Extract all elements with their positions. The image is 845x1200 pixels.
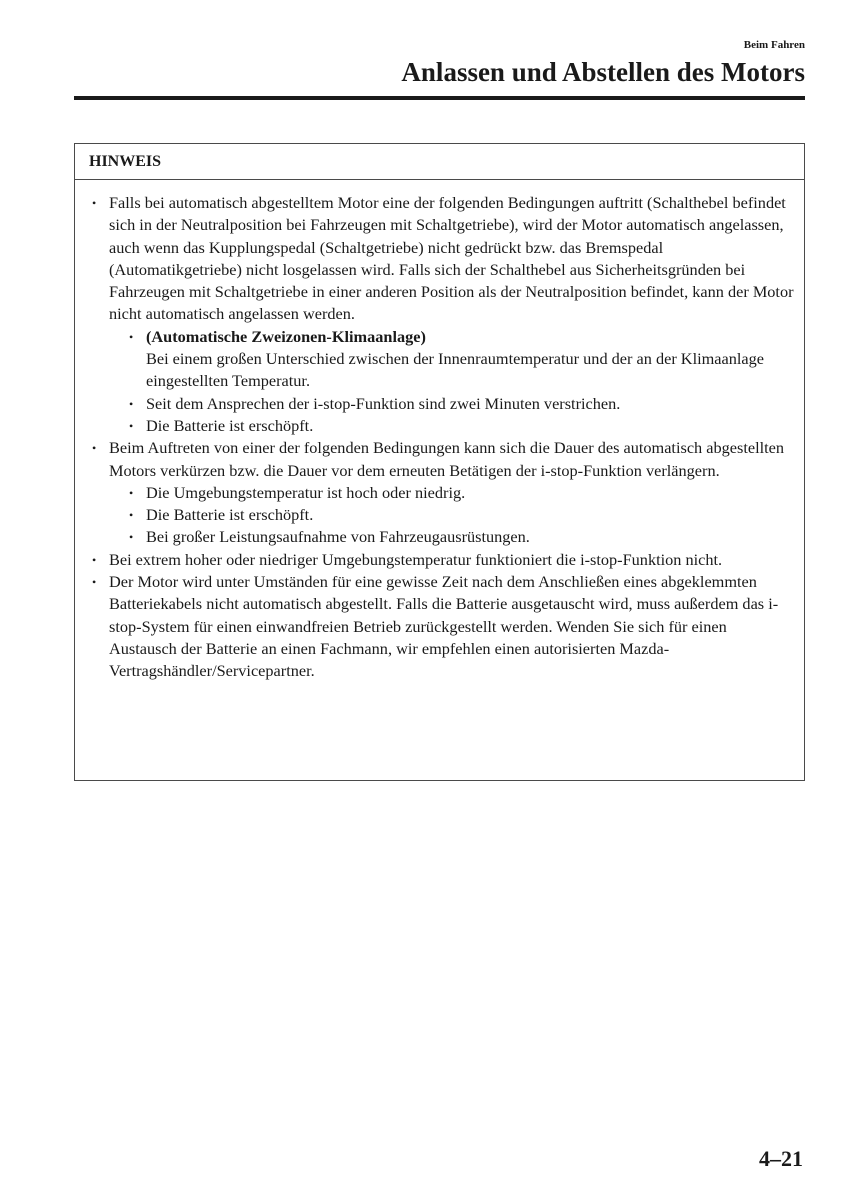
- section-label: Beim Fahren: [743, 39, 805, 51]
- note-item-text: Beim Auftreten von einer der folgenden Bedingungen kann sich die Dauer des automatisch abgestellten Motors verkürzen bzw. die Dauer vor dem erneuten Betätigen der i-stop-Funktion verlängern.: [109, 438, 785, 480]
- restart-conditions-list: [109, 326, 794, 437]
- duration-conditions-list: [109, 482, 794, 549]
- sublist-item-temperature: • Die Umgebungstemperatur ist hoch oder niedrig.: [109, 482, 794, 504]
- page-title: Anlassen und Abstellen des Motors: [401, 57, 805, 87]
- note-item-duration: [89, 437, 794, 548]
- header-divider: [74, 96, 805, 100]
- note-heading: HINWEIS: [75, 144, 804, 180]
- note-item-automatic-restart: [89, 192, 794, 437]
- sublist-item-climate: [109, 326, 794, 393]
- note-list: [89, 192, 794, 683]
- note-body: [75, 180, 804, 683]
- note-box: [74, 143, 805, 781]
- note-item-extreme-temperature: • Bei extrem hoher oder niedriger Umgebungstemperatur funktioniert die i-stop-Funktion nicht.: [89, 549, 794, 571]
- note-item-battery-cable: • Der Motor wird unter Umständen für eine gewisse Zeit nach dem Anschließen eines abgeklemmten Batteriekabels nicht automatisch abgestellt. Falls die Batterie ausgetauscht wird, muss außerdem das i-stop-System für einen einwandfreien Betrieb zurückgestellt werden. Wenden Sie sich für einen Austausch der Batterie an einen Fachmann, wir empfehlen einen autorisierten Mazda-Vertragshändler/Servicepartner.: [89, 571, 794, 682]
- sublist-item-two-minutes: • Seit dem Ansprechen der i-stop-Funktion sind zwei Minuten verstrichen.: [109, 393, 794, 415]
- sublist-item-battery: • Die Batterie ist erschöpft.: [109, 415, 794, 437]
- note-item-text: Falls bei automatisch abgestelltem Motor eine der folgenden Bedingungen auftritt (Schalthebel befindet sich in der Neutralposition bei Fahrzeugen mit Schaltgetriebe), wird der Motor automatisch angelassen, auch wenn das Kupplungspedal (Schaltgetriebe) nicht gedrückt bzw. das Bremspedal (Automatikgetriebe) nicht losgelassen wird. Falls sich der Schalthebel aus Sicherheitsgründen bei Fahrzeugen mit Schaltgetriebe in einer anderen Position als der Neutralposition befindet, kann der Motor nicht automatisch angelassen werden.: [109, 193, 794, 324]
- sublist-item-text: Bei einem großen Unterschied zwischen der Innenraumtemperatur und der an der Klimaanlage eingestellten Temperatur.: [146, 349, 764, 391]
- sublist-item-title: • (Automatische Zweizonen-Klimaanlage): [146, 326, 426, 346]
- sublist-item-power-consumption: • Bei großer Leistungsaufnahme von Fahrzeugausrüstungen.: [109, 526, 794, 548]
- sublist-item-battery: • Die Batterie ist erschöpft.: [109, 504, 794, 526]
- page-number: 4–21: [759, 1146, 803, 1171]
